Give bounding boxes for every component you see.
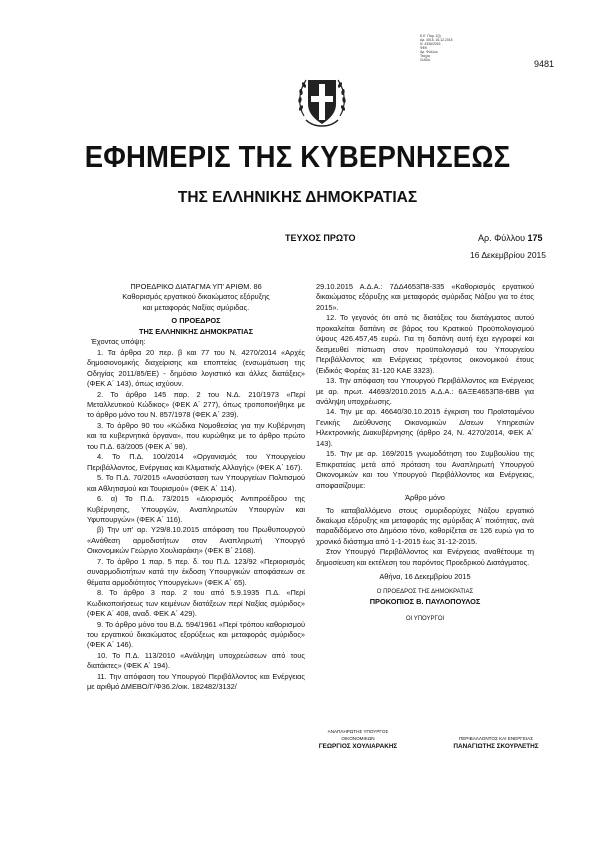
president-heading: Ο ΠΡΟΕΔΡΟΣ [171,316,221,326]
minister-role: ΑΝΑΠΛΗΡΩΤΗΣ ΥΠΟΥΡΓΟΣ [327,729,389,734]
consideration-paragraph: 9. Το άρθρο μόνο του Β.Δ. 594/1961 «Περί τρόπου καθορισμού του εργατικού δικαιώματος εξορύξεως και μεταφοράς σμύριδος» (ΦΕΚ Α΄ 146). [87,619,305,650]
article-heading: Άρθρο μόνο [405,493,445,503]
issue-number-value: 175 [527,233,543,243]
greek-coat-of-arms-icon [294,72,350,137]
consideration-paragraph: β) Την υπ' αρ. Υ29/8.10.2015 απόφαση του Πρωθυπουργού «Ανάθεση αρμοδιοτήτων στον Αναπληρωτή Υπουργό Οικονομικών Γεώργιο Χουλιαράκη» (ΦΕΚ Β΄ 2168). [87,525,305,556]
consideration-paragraph: 5. Το Π.Δ. 70/2015 «Ανασύσταση των Υπουργείων Πολιτισμού και Αθλητισμού και Τουρισμού» (ΦΕΚ Α΄ 114). [87,473,305,493]
issue-number-label: Αρ. Φύλλου [478,233,526,243]
considerations-intro: Έχοντας υπόψη: [91,337,146,347]
digital-signature-stamp [420,34,466,62]
right-column [316,282,534,624]
consideration-paragraph: 1. Τα άρθρα 20 περ. β και 77 του Ν. 4270/2014 «Αρχές δημοσιονομικής διαχείρισης και εποπτείας (ενσωμάτωση της Οδηγίας 2011/85/ΕΕ) - δημόσιο λογιστικό και άλλες διατάξεις» (ΦΕΚ Α΄ 143), όπως ισχύουν. [87,347,305,389]
consideration-paragraph: 12. Το γεγονός ότι από τις διατάξεις του διατάγματος αυτού προκαλείται δαπάνη σε βάρος του Κρατικού Προϋπολογισμού ύψους 426.457,45 ευρώ. Για τη δαπάνη αυτή έχει εγγραφεί και δεσμευθεί πίστωση στον προϋπολογισμό του Υπουργείου Περιβάλλοντος και Ενέργειας τρέχοντος οικονομικού έτους (Ειδικός Φορέας 31-120 ΚΑΕ 3323). [316,313,534,375]
issue-number [478,233,543,243]
consideration-paragraph: 14. Την με αρ. 46640/30.10.2015 έγκριση του Προϊσταμένου Γενικής Διεύθυνσης Οικονομικών Δ/σεων Υπηρεσιών Ηλεκτρονικής Διακυβέρνησης (άρθρο 24, Ν. 4270/2014, ΦΕΚ Α΄ 143). [316,407,534,448]
decree-title: ΠΡΟΕΔΡΙΚΟ ΔΙΑΤΑΓΜΑ ΥΠ' ΑΡΙΘΜ. 86 [130,282,262,291]
president-heading: ΤΗΣ ΕΛΛΗΝΙΚΗΣ ΔΗΜΟΚΡΑΤΙΑΣ [138,326,254,336]
stamp-line: Ν. 4336/2015 [420,42,441,46]
consideration-paragraph: 15. Την με αρ. 169/2015 γνωμοδότηση του Συμβουλίου της Επικρατείας μετά από πρόταση του Αναπληρωτή Υπουργού Οικονομικών και του Υπουργού Περιβάλλοντος και Ενέργειας, αποφασίζουμε: [316,449,534,490]
stamp-line: Τεύχος [420,54,431,58]
issue-date: 16 Δεκεμβρίου 2015 [470,250,547,260]
stamp-line: Αρ. 4015, 16.12.2015 [420,38,453,42]
issue-part: ΤΕΥΧΟΣ ΠΡΩΤΟ [285,233,356,243]
decree-subject-line: Καθορισμός εργατικού δικαιώματος εξόρυξης [122,292,270,302]
decree-subject-line: και μεταφοράς Ναξίας σμύριδας. [142,302,250,312]
minister-signature-finance [290,728,426,751]
minister-role: ΟΙΚΟΝΟΜΙΚΩΝ [341,736,375,741]
consideration-paragraph: 7. Το άρθρο 1 παρ. 5 περ. δ. του Π.Δ. 123/92 «Περιορισμός συναρμοδιοτήτων κατά την έκδοση Υπουργικών αποφάσεων σε θέματα αρμοδιότητος Υπουργείων» (ΦΕΚ Α΄ 65). [87,556,305,587]
minister-name: ΠΑΝΑΓΙΩΤΗΣ ΣΚΟΥΡΛΕΤΗΣ [453,743,539,750]
consideration-paragraph: 11. Την απόφαση του Υπουργού Περιβάλλοντος και Ενέργειας με αριθμό ΔΜΕΒΟ/Γ/Φ36.2/οικ. 182482/3132/ [87,671,305,692]
consideration-paragraph: 29.10.2015 Α.Δ.Α.: 7ΔΔ4653Π8-335 «Καθορισμός εργατικού δικαιώματος εξόρυξης και μεταφοράς σμύριδας Νάξου για το έτος 2015». [316,282,534,312]
consideration-paragraph: 4. Το Π.Δ. 100/2014 «Οργανισμός του Υπουργείου Περιβάλλοντος, Ενέργειας και Κλιματικής Αλλαγής» (ΦΕΚ Α΄ 167). [87,452,305,472]
ministers-heading: ΟΙ ΥΠΟΥΡΓΟΙ [405,615,445,622]
stamp-line: Αρ. Φύλλου [420,50,438,54]
consideration-paragraph: 13. Την απόφαση του Υπουργού Περιβάλλοντος και Ενέργειας με αρ. πρωτ. 44693/2010.2015 Α.Δ.Α.: 6ΑΞΕ4653Π8-6ΒΒ για ανάληψη υποχρέωσης. [316,376,534,406]
left-column [87,282,305,693]
article-paragraph: Το καταβαλλόμενο στους σμυριδορύχες Νάξου εργατικό δικαίωμα εξόρυξης και μεταφοράς της σμύριδας Α΄ ποιότητας, ανά παραδιδόμενο στο Δημόσιο τόνο, καθορίζεται σε 126 ευρώ για το χρονικό διάστημα από 1-1-2015 έως 31-12-2015. [316,505,534,546]
minister-name: ΓΕΩΡΓΙΟΣ ΧΟΥΛΙΑΡΑΚΗΣ [318,743,398,750]
place-date: Αθήνα, 16 Δεκεμβρίου 2015 [379,572,471,582]
consideration-paragraph: 3. Το άρθρο 90 του «Κώδικα Νομοθεσίας για την Κυβέρνηση και τα κυβερνητικά όργανα», που κυρώθηκε με το άρθρο πρώτο του Π.Δ. 63/2005 (ΦΕΚ Α΄ 98). [87,420,305,451]
consideration-paragraph: 2. Το άρθρο 145 παρ. 2 του Ν.Δ. 210/1973 «Περί Μεταλλευτικού Κώδικος» (ΦΕΚ Α΄ 277), όπως τροποποιήθηκε με το άρθρο μόνο του Ν. 857/1978 (ΦΕΚ Α΄ 239). [87,389,305,420]
minister-signature-environment [426,735,566,751]
article-paragraph: Στον Υπουργό Περιβάλλοντος και Ενέργειας αναθέτουμε τη δημοσίευση και εκτέλεση του παρόντος Προεδρικού Διατάγματος. [316,547,534,567]
president-signature-title: Ο ΠΡΟΕΔΡΟΣ ΤΗΣ ΔΗΜΟΚΡΑΤΙΑΣ [376,588,474,595]
masthead-subtitle: ΤΗΣ ΕΛΛΗΝΙΚΗΣ ΔΗΜΟΚΡΑΤΙΑΣ [177,189,418,206]
page-number: 9481 [534,59,555,69]
minister-role: ΠΕΡΙΒΑΛΛΟΝΤΟΣ ΚΑΙ ΕΝΕΡΓΕΙΑΣ [458,736,534,741]
consideration-paragraph: 6. α) Το Π.Δ. 73/2015 «Διορισμός Αντιπροέδρου της Κυβέρνησης, Υπουργών, Αναπληρωτών Υπουργών και Υφυπουργών» (ΦΕΚ Α΄ 116). [87,494,305,524]
consideration-paragraph: 8. Το άρθρο 3 παρ. 2 του από 5.9.1935 Π.Δ. «Περί Κωδικοποιήσεως των κειμένων διατάξεων περί Ναξίας σμύριδος» (ΦΕΚ Α΄ 408, αναδ. ΦΕΚ Α΄ 429). [87,588,305,619]
masthead-title: ΕΦΗΜΕΡΙΣ ΤΗΣ ΚΥΒΕΡΝΗΣΕΩΣ [84,139,511,174]
stamp-line: ΦΕΚ [420,46,428,50]
consideration-paragraph: 10. Το Π.Δ. 113/2010 «Ανάληψη υποχρεώσεων από τους διατάκτες» (ΦΕΚ Α΄ 194). [87,650,305,671]
stamp-line: Σελίδα [420,58,430,62]
stamp-line: Ε.Ε. Παρ. 1(I) [420,34,441,38]
president-signature-name: ΠΡΟΚΟΠΙΟΣ Β. ΠΑΥΛΟΠΟΥΛΟΣ [369,597,481,607]
